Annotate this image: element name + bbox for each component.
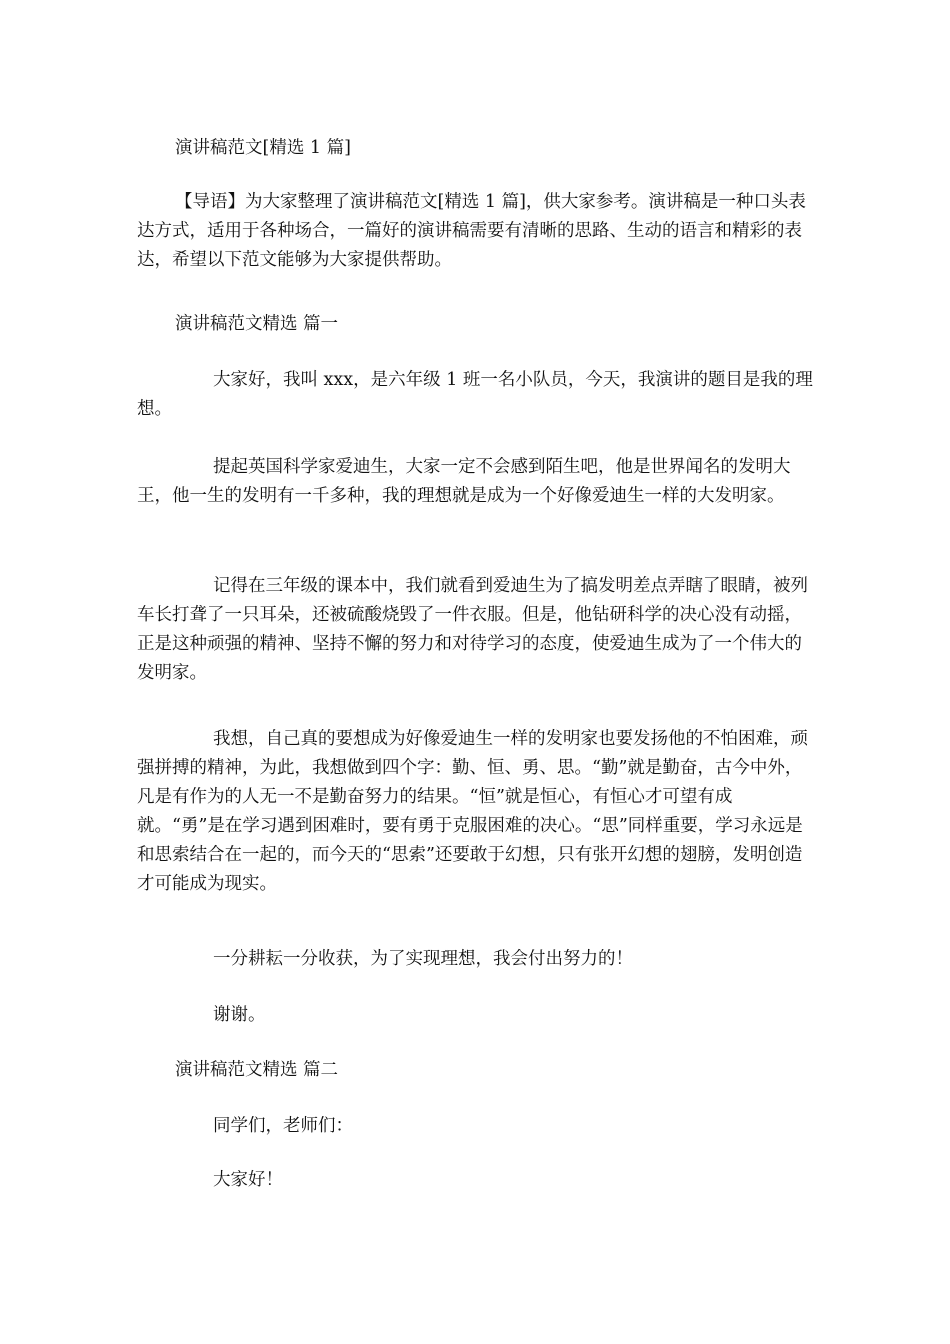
section2-heading: 演讲稿范文精选 篇二 — [175, 1060, 339, 1080]
document-title: 演讲稿范文[精选 1 篇] — [175, 138, 351, 158]
section1-paragraph-4: 我想，自己真的要想成为好像爱迪生一样的发明家也要发扬他的不怕困难，顽强拼搏的精神，为此，我想做到四个字：勤、恒、勇、思。“勤”就是勤奋，古今中外，凡是有作为的人无一不是勤奋努力的结果。“恒”就是恒心，有恒心才可望有成就。“勇”是在学习遇到困难时，要有勇于克服困难的决心。“思”同样重要，学习永远是和思索结合在一起的，而今天的“思索”还要敢于幻想，只有张开幻想的翅膀，发明创造才可能成为现实。 — [137, 729, 808, 894]
section2-paragraph-1: 同学们，老师们： — [213, 1116, 353, 1136]
section1-paragraph-3: 记得在三年级的课本中，我们就看到爱迪生为了搞发明差点弄瞎了眼睛，被列车长打聋了一只耳朵，还被硫酸烧毁了一件衣服。但是，他钻研科学的决心没有动摇，正是这种顽强的精神、坚持不懈的努力和对待学习的态度，使爱迪生成为了一个伟大的发明家。 — [137, 576, 808, 683]
section2-paragraph-2: 大家好！ — [213, 1170, 283, 1190]
section1-heading: 演讲稿范文精选 篇一 — [175, 314, 339, 334]
section1-paragraph-6: 谢谢。 — [213, 1005, 266, 1025]
intro-paragraph: 【导语】为大家整理了演讲稿范文[精选 1 篇]，供大家参考。演讲稿是一种口头表达方式，适用于各种场合，一篇好的演讲稿需要有清晰的思路、生动的语言和精彩的表达，希望以下范文能够为大家提供帮助。 — [137, 192, 806, 270]
section1-paragraph-1: 大家好，我叫 xxx，是六年级 1 班一名小队员，今天，我演讲的题目是我的理想。 — [137, 370, 813, 419]
section1-paragraph-2: 提起英国科学家爱迪生，大家一定不会感到陌生吧，他是世界闻名的发明大王，他一生的发明有一千多种，我的理想就是成为一个好像爱迪生一样的大发明家。 — [137, 457, 791, 506]
section1-paragraph-5: 一分耕耘一分收获，为了实现理想，我会付出努力的！ — [213, 949, 633, 969]
